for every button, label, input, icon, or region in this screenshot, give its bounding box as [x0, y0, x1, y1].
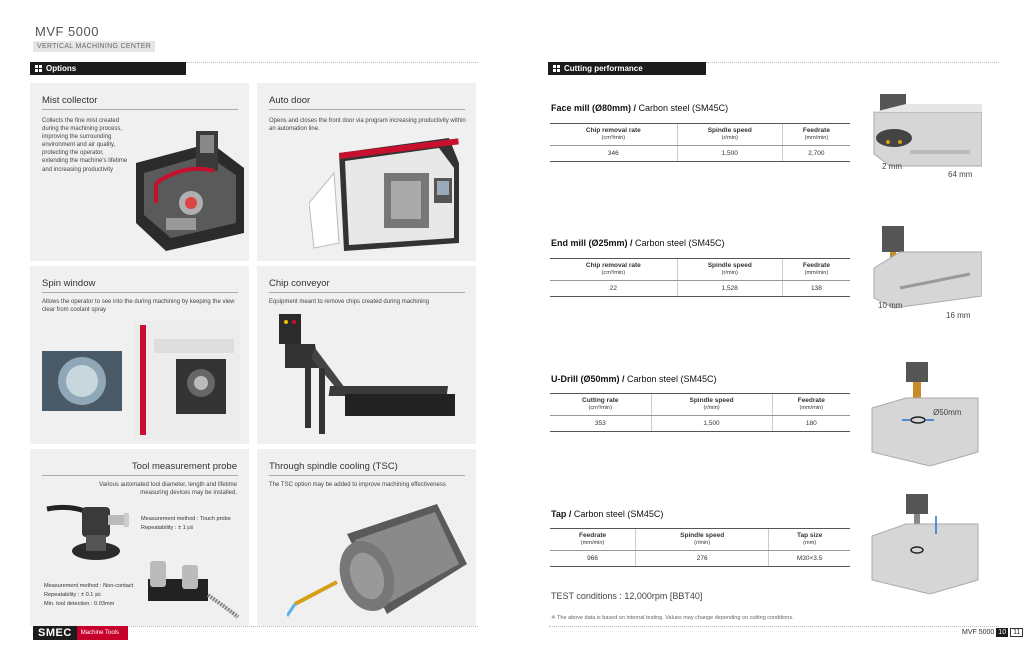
card-title: Spin window [42, 278, 96, 289]
non-contact-method: Measurement method : Non-contact [44, 583, 134, 589]
non-contact-probe-image [138, 559, 243, 621]
col-header: Feedrate (mm/min) [782, 259, 850, 281]
end-mill-table [550, 258, 850, 297]
card-title: Mist collector [42, 95, 98, 106]
material: Carbon steel (SM45C) [632, 238, 725, 248]
non-contact-repeatability: Repeatability : ± 0.1 ㎛ [44, 592, 101, 598]
cutting-section-title: Cutting performance [564, 64, 643, 73]
col-header: Spindle speed (r/min) [636, 529, 769, 551]
tool-name: End mill (Ø25mm) / [551, 238, 633, 248]
table-row: 22 1,528 138 [550, 280, 850, 296]
card-description: The TSC option may be added to improve machining effectiveness [269, 482, 446, 488]
u-drill-diagram [870, 362, 980, 470]
divider [549, 626, 999, 627]
tap-diagram [870, 494, 980, 598]
chip-conveyor-image [275, 308, 465, 438]
divider [269, 109, 465, 110]
divider [42, 475, 238, 476]
tool-name: Tap / [551, 509, 572, 519]
footer-model: MVF 5000 [962, 629, 995, 636]
card-title: Through spindle cooling (TSC) [269, 461, 398, 472]
cutting-section-bar [548, 62, 706, 75]
table-row: 353 1,500 180 [550, 415, 850, 431]
divider [269, 475, 465, 476]
footer-brand-bar [33, 626, 128, 640]
u-drill-table [550, 393, 850, 432]
col-header: Feedrate (mm/min) [550, 529, 636, 551]
col-header: Chip removal rate (cm³/min) [550, 124, 677, 146]
card-spin-window [30, 266, 249, 444]
mist-collector-image [126, 123, 246, 253]
page-number-left: 10 [998, 629, 1007, 636]
table-row: 346 1,500 2,700 [550, 145, 850, 161]
touch-probe-image [42, 499, 142, 569]
material: Carbon steel (SM45C) [571, 509, 664, 519]
table-row: 966 276 M30×3.5 [550, 550, 850, 566]
auto-door-image [309, 133, 471, 253]
col-header: Spindle speed (r/min) [677, 124, 782, 146]
col-header: Feedrate (mm/min) [772, 394, 850, 416]
grid-icon [35, 65, 42, 72]
card-description: Equipment meant to remove chips created during machining [269, 299, 430, 305]
options-section-bar [30, 62, 186, 75]
divider [269, 292, 465, 293]
test-conditions: TEST conditions : 12,000rpm [BBT40] [551, 591, 703, 601]
options-section-title: Options [46, 64, 77, 73]
card-description: Collects the fine mist created during the machining process, improving the surrounding environment and air quality, protecting the operator, extending the machine's lifetime and increasing productivity [42, 118, 128, 173]
min-tool-detection: Min. tool detection : 0.03mm [44, 601, 115, 607]
dim-width: 64 mm [948, 170, 973, 179]
model-subtitle: VERTICAL MACHINING CENTER [33, 41, 155, 52]
tool-name: U-Drill (Ø50mm) / [551, 374, 625, 384]
card-through-spindle-cooling [257, 449, 476, 626]
card-title: Chip conveyor [269, 278, 330, 289]
dim-width: 16 mm [946, 311, 971, 320]
card-description: Opens and closes the front door via program increasing productivity within an automation line. [269, 118, 466, 133]
tap-title [551, 509, 663, 519]
material: Carbon steel (SM45C) [636, 103, 729, 113]
card-title: Auto door [269, 95, 311, 106]
footnote: ※ The above data is based on internal testing. Values may change depending on cutting conditions. [551, 615, 794, 621]
grid-icon [553, 65, 560, 72]
tool-name: Face mill (Ø80mm) / [551, 103, 637, 113]
card-tool-probe [30, 449, 249, 626]
spin-window-image [42, 321, 242, 439]
dim-depth: 2 mm [882, 162, 902, 171]
card-auto-door [257, 83, 476, 261]
u-drill-title [551, 374, 717, 384]
smec-logo: SMEC [33, 626, 77, 640]
col-header: Cutting rate (cm³/min) [550, 394, 651, 416]
card-title: Tool measurement probe [131, 461, 237, 472]
page-number-right: 11 [1010, 628, 1023, 637]
col-header: Tap size (mm) [769, 529, 850, 551]
tsc-spindle-image [287, 504, 472, 624]
probe-repeatability: Repeatability : ± 1 ㎛ [141, 525, 193, 531]
card-chip-conveyor [257, 266, 476, 444]
material: Carbon steel (SM45C) [624, 374, 717, 384]
tap-table [550, 528, 850, 567]
col-header: Feedrate (mm/min) [782, 124, 850, 146]
dim-depth: 10 mm [878, 301, 903, 310]
face-mill-table [550, 123, 850, 162]
end-mill-title [551, 238, 725, 248]
divider [42, 292, 238, 293]
face-mill-title [551, 103, 728, 113]
page-numbers [962, 628, 1023, 637]
col-header: Spindle speed (r/min) [651, 394, 772, 416]
model-title: MVF 5000 [35, 24, 99, 39]
dim-diameter: Ø50mm [933, 408, 962, 417]
divider [42, 109, 238, 110]
brand-name: Machine Tools [80, 630, 120, 636]
col-header: Spindle speed (r/min) [677, 259, 782, 281]
card-description: Allows the operator to see into the during machining by keeping the view clear from coolant spray [42, 299, 235, 314]
col-header: Chip removal rate (cm³/min) [550, 259, 677, 281]
card-description: Various automated tool diameter, length and lifetime measuring devices may be installed. [99, 482, 237, 497]
card-mist-collector [30, 83, 249, 261]
probe-method: Measurement method : Touch probe [141, 516, 231, 522]
